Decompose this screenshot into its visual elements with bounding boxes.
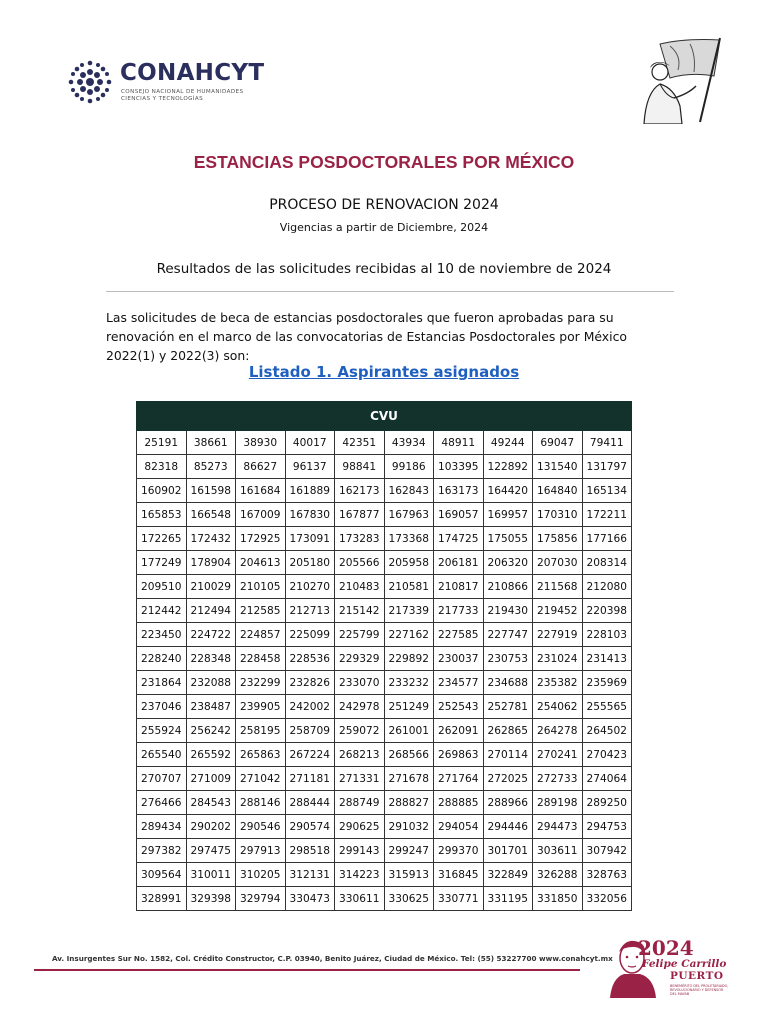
cvu-table <box>136 401 632 911</box>
cvu-cell: 234688 <box>483 671 533 695</box>
cvu-cell: 290202 <box>186 815 236 839</box>
table-row <box>137 503 632 527</box>
cvu-cell: 258195 <box>236 719 286 743</box>
cvu-cell: 271764 <box>434 767 484 791</box>
cvu-cell: 288444 <box>285 791 335 815</box>
cvu-cell: 272733 <box>533 767 583 791</box>
cvu-cell: 205566 <box>335 551 385 575</box>
cvu-cell: 227585 <box>434 623 484 647</box>
cvu-cell: 170310 <box>533 503 583 527</box>
cvu-cell: 169057 <box>434 503 484 527</box>
cvu-cell: 165134 <box>582 479 632 503</box>
cvu-cell: 225099 <box>285 623 335 647</box>
vigencia-text: Vigencias a partir de Diciembre, 2024 <box>279 221 489 234</box>
cvu-cell: 210105 <box>236 575 286 599</box>
cvu-cell: 231024 <box>533 647 583 671</box>
cvu-cell: 238487 <box>186 695 236 719</box>
cvu-cell: 228458 <box>236 647 286 671</box>
listado-title[interactable]: Listado 1. Aspirantes asignados <box>248 363 520 381</box>
cvu-cell: 276466 <box>137 791 187 815</box>
cvu-cell: 315913 <box>384 863 434 887</box>
cvu-cell: 43934 <box>384 431 434 455</box>
cvu-cell: 228103 <box>582 623 632 647</box>
cvu-cell: 219452 <box>533 599 583 623</box>
table-row <box>137 767 632 791</box>
cvu-cell: 270114 <box>483 743 533 767</box>
cvu-cell: 167877 <box>335 503 385 527</box>
cvu-cell: 268213 <box>335 743 385 767</box>
cvu-cell: 79411 <box>582 431 632 455</box>
cvu-cell: 290546 <box>236 815 286 839</box>
cvu-header: CVU <box>137 402 632 431</box>
table-row <box>137 695 632 719</box>
table-row <box>137 479 632 503</box>
cvu-cell: 290625 <box>335 815 385 839</box>
cvu-cell: 208314 <box>582 551 632 575</box>
cvu-cell: 217733 <box>434 599 484 623</box>
cvu-cell: 96137 <box>285 455 335 479</box>
cvu-cell: 288827 <box>384 791 434 815</box>
cvu-cell: 271042 <box>236 767 286 791</box>
cvu-cell: 175055 <box>483 527 533 551</box>
cvu-cell: 298518 <box>285 839 335 863</box>
cvu-cell: 274064 <box>582 767 632 791</box>
cvu-cell: 242002 <box>285 695 335 719</box>
cvu-cell: 205180 <box>285 551 335 575</box>
cvu-cell: 289198 <box>533 791 583 815</box>
badge-first-name: Felipe Carrillo <box>642 958 727 970</box>
cvu-cell: 330771 <box>434 887 484 911</box>
logo-subtitle: CONSEJO NACIONAL DE HUMANIDADES CIENCIAS Y TECNOLOGÍAS <box>121 89 244 102</box>
cvu-cell: 48911 <box>434 431 484 455</box>
cvu-cell: 210483 <box>335 575 385 599</box>
footer-address: Av. Insurgentes Sur No. 1582, Col. Crédito Constructor, C.P. 03940, Benito Juárez, Ciudad de México. Tel: (55) 53227700 www.conahcyt.mx <box>52 954 613 963</box>
cvu-cell: 271678 <box>384 767 434 791</box>
cvu-cell: 322849 <box>483 863 533 887</box>
cvu-cell: 204613 <box>236 551 286 575</box>
cvu-cell: 290574 <box>285 815 335 839</box>
table-row <box>137 887 632 911</box>
cvu-cell: 271181 <box>285 767 335 791</box>
table-row <box>137 743 632 767</box>
results-heading: Resultados de las solicitudes recibidas al 10 de noviembre de 2024 <box>156 261 612 277</box>
woman-with-flag-illustration <box>630 36 726 124</box>
cvu-cell: 172211 <box>582 503 632 527</box>
cvu-table-body <box>137 431 632 911</box>
cvu-cell: 227162 <box>384 623 434 647</box>
cvu-cell: 299247 <box>384 839 434 863</box>
cvu-cell: 161598 <box>186 479 236 503</box>
cvu-cell: 224722 <box>186 623 236 647</box>
cvu-cell: 219430 <box>483 599 533 623</box>
cvu-cell: 167963 <box>384 503 434 527</box>
cvu-cell: 164840 <box>533 479 583 503</box>
cvu-cell: 207030 <box>533 551 583 575</box>
cvu-cell: 299370 <box>434 839 484 863</box>
cvu-cell: 162843 <box>384 479 434 503</box>
cvu-cell: 178904 <box>186 551 236 575</box>
cvu-cell: 212585 <box>236 599 286 623</box>
cvu-cell: 239905 <box>236 695 286 719</box>
cvu-cell: 270241 <box>533 743 583 767</box>
cvu-cell: 86627 <box>236 455 286 479</box>
table-row <box>137 551 632 575</box>
cvu-cell: 294446 <box>483 815 533 839</box>
cvu-cell: 252781 <box>483 695 533 719</box>
footer-divider <box>34 969 580 971</box>
cvu-cell: 331195 <box>483 887 533 911</box>
table-row <box>137 839 632 863</box>
cvu-cell: 270707 <box>137 767 187 791</box>
cvu-cell: 297913 <box>236 839 286 863</box>
cvu-cell: 210029 <box>186 575 236 599</box>
cvu-cell: 294473 <box>533 815 583 839</box>
cvu-cell: 122892 <box>483 455 533 479</box>
cvu-cell: 284543 <box>186 791 236 815</box>
cvu-cell: 267224 <box>285 743 335 767</box>
cvu-cell: 326288 <box>533 863 583 887</box>
badge-last-name: PUERTO <box>670 970 724 982</box>
cvu-cell: 258709 <box>285 719 335 743</box>
cvu-cell: 332056 <box>582 887 632 911</box>
table-row <box>137 455 632 479</box>
cvu-cell: 172925 <box>236 527 286 551</box>
cvu-cell: 232826 <box>285 671 335 695</box>
cvu-cell: 328991 <box>137 887 187 911</box>
cvu-cell: 210817 <box>434 575 484 599</box>
logo-name: CONAHCYT <box>120 60 265 86</box>
cvu-cell: 262865 <box>483 719 533 743</box>
cvu-cell: 242978 <box>335 695 385 719</box>
cvu-cell: 330473 <box>285 887 335 911</box>
cvu-cell: 255924 <box>137 719 187 743</box>
cvu-cell: 161889 <box>285 479 335 503</box>
cvu-cell: 177166 <box>582 527 632 551</box>
cvu-cell: 291032 <box>384 815 434 839</box>
cvu-cell: 228536 <box>285 647 335 671</box>
cvu-cell: 288146 <box>236 791 286 815</box>
logo-dots-icon <box>64 56 116 108</box>
cvu-cell: 289250 <box>582 791 632 815</box>
cvu-cell: 269863 <box>434 743 484 767</box>
cvu-cell: 229892 <box>384 647 434 671</box>
cvu-cell: 69047 <box>533 431 583 455</box>
cvu-cell: 40017 <box>285 431 335 455</box>
cvu-cell: 299143 <box>335 839 385 863</box>
cvu-cell: 271009 <box>186 767 236 791</box>
cvu-cell: 165853 <box>137 503 187 527</box>
cvu-cell: 42351 <box>335 431 385 455</box>
cvu-cell: 231413 <box>582 647 632 671</box>
cvu-cell: 209510 <box>137 575 187 599</box>
cvu-cell: 288749 <box>335 791 385 815</box>
cvu-cell: 252543 <box>434 695 484 719</box>
cvu-cell: 166548 <box>186 503 236 527</box>
cvu-cell: 297475 <box>186 839 236 863</box>
cvu-cell: 164420 <box>483 479 533 503</box>
cvu-cell: 314223 <box>335 863 385 887</box>
cvu-cell: 330625 <box>384 887 434 911</box>
table-row <box>137 527 632 551</box>
cvu-cell: 205958 <box>384 551 434 575</box>
cvu-cell: 38930 <box>236 431 286 455</box>
cvu-cell: 161684 <box>236 479 286 503</box>
cvu-cell: 206320 <box>483 551 533 575</box>
cvu-cell: 230753 <box>483 647 533 671</box>
cvu-cell: 212494 <box>186 599 236 623</box>
cvu-cell: 255565 <box>582 695 632 719</box>
cvu-cell: 206181 <box>434 551 484 575</box>
cvu-cell: 265863 <box>236 743 286 767</box>
cvu-cell: 162173 <box>335 479 385 503</box>
cvu-cell: 210270 <box>285 575 335 599</box>
cvu-cell: 233232 <box>384 671 434 695</box>
cvu-cell: 227747 <box>483 623 533 647</box>
cvu-cell: 288966 <box>483 791 533 815</box>
conahcyt-logo <box>64 56 274 112</box>
cvu-cell: 172265 <box>137 527 187 551</box>
intro-paragraph: Las solicitudes de beca de estancias posdoctorales que fueron aprobadas para su renovación en el marco de las convocatorias de Estancias Posdoctorales por México 2022(1) y 2022(3) son: <box>106 310 627 363</box>
cvu-cell: 217339 <box>384 599 434 623</box>
cvu-cell: 329398 <box>186 887 236 911</box>
cvu-cell: 262091 <box>434 719 484 743</box>
cvu-cell: 224857 <box>236 623 286 647</box>
cvu-cell: 38661 <box>186 431 236 455</box>
cvu-cell: 235382 <box>533 671 583 695</box>
cvu-cell: 211568 <box>533 575 583 599</box>
cvu-cell: 177249 <box>137 551 187 575</box>
cvu-cell: 169957 <box>483 503 533 527</box>
cvu-cell: 329794 <box>236 887 286 911</box>
cvu-cell: 215142 <box>335 599 385 623</box>
cvu-cell: 297382 <box>137 839 187 863</box>
cvu-cell: 49244 <box>483 431 533 455</box>
table-row <box>137 719 632 743</box>
cvu-cell: 328763 <box>582 863 632 887</box>
cvu-cell: 272025 <box>483 767 533 791</box>
cvu-cell: 264502 <box>582 719 632 743</box>
divider <box>106 291 674 292</box>
cvu-cell: 228348 <box>186 647 236 671</box>
cvu-cell: 312131 <box>285 863 335 887</box>
cvu-cell: 212080 <box>582 575 632 599</box>
cvu-cell: 234577 <box>434 671 484 695</box>
cvu-cell: 310205 <box>236 863 286 887</box>
cvu-cell: 225799 <box>335 623 385 647</box>
cvu-cell: 301701 <box>483 839 533 863</box>
cvu-cell: 310011 <box>186 863 236 887</box>
cvu-cell: 264278 <box>533 719 583 743</box>
cvu-cell: 172432 <box>186 527 236 551</box>
cvu-cell: 223450 <box>137 623 187 647</box>
table-row <box>137 431 632 455</box>
table-row <box>137 647 632 671</box>
cvu-cell: 265592 <box>186 743 236 767</box>
cvu-cell: 173091 <box>285 527 335 551</box>
cvu-cell: 268566 <box>384 743 434 767</box>
cvu-cell: 131540 <box>533 455 583 479</box>
felipe-carrillo-puerto-badge <box>604 934 754 998</box>
cvu-cell: 271331 <box>335 767 385 791</box>
cvu-cell: 265540 <box>137 743 187 767</box>
cvu-cell: 251249 <box>384 695 434 719</box>
cvu-cell: 220398 <box>582 599 632 623</box>
page-title: ESTANCIAS POSDOCTORALES POR MÉXICO <box>193 152 575 172</box>
cvu-cell: 160902 <box>137 479 187 503</box>
cvu-cell: 167009 <box>236 503 286 527</box>
cvu-cell: 99186 <box>384 455 434 479</box>
cvu-cell: 331850 <box>533 887 583 911</box>
cvu-cell: 229329 <box>335 647 385 671</box>
table-row <box>137 863 632 887</box>
cvu-cell: 270423 <box>582 743 632 767</box>
cvu-cell: 98841 <box>335 455 385 479</box>
cvu-cell: 235969 <box>582 671 632 695</box>
cvu-cell: 167830 <box>285 503 335 527</box>
cvu-cell: 232088 <box>186 671 236 695</box>
cvu-cell: 254062 <box>533 695 583 719</box>
process-subtitle: PROCESO DE RENOVACION 2024 <box>269 197 499 213</box>
table-row <box>137 671 632 695</box>
cvu-cell: 316845 <box>434 863 484 887</box>
table-row <box>137 623 632 647</box>
cvu-cell: 25191 <box>137 431 187 455</box>
cvu-cell: 227919 <box>533 623 583 647</box>
cvu-cell: 82318 <box>137 455 187 479</box>
cvu-cell: 261001 <box>384 719 434 743</box>
cvu-cell: 85273 <box>186 455 236 479</box>
table-row <box>137 815 632 839</box>
cvu-cell: 303611 <box>533 839 583 863</box>
cvu-cell: 174725 <box>434 527 484 551</box>
cvu-cell: 210581 <box>384 575 434 599</box>
cvu-cell: 228240 <box>137 647 187 671</box>
cvu-cell: 131797 <box>582 455 632 479</box>
cvu-cell: 230037 <box>434 647 484 671</box>
cvu-cell: 289434 <box>137 815 187 839</box>
cvu-cell: 307942 <box>582 839 632 863</box>
table-row <box>137 599 632 623</box>
cvu-cell: 173368 <box>384 527 434 551</box>
cvu-cell: 175856 <box>533 527 583 551</box>
cvu-cell: 288885 <box>434 791 484 815</box>
cvu-cell: 232299 <box>236 671 286 695</box>
cvu-cell: 309564 <box>137 863 187 887</box>
cvu-cell: 237046 <box>137 695 187 719</box>
cvu-cell: 163173 <box>434 479 484 503</box>
badge-year: 2024 <box>638 936 694 960</box>
cvu-cell: 210866 <box>483 575 533 599</box>
table-row <box>137 575 632 599</box>
cvu-cell: 212442 <box>137 599 187 623</box>
cvu-cell: 212713 <box>285 599 335 623</box>
table-row <box>137 791 632 815</box>
cvu-cell: 233070 <box>335 671 385 695</box>
cvu-cell: 330611 <box>335 887 385 911</box>
cvu-cell: 259072 <box>335 719 385 743</box>
cvu-cell: 256242 <box>186 719 236 743</box>
cvu-cell: 294054 <box>434 815 484 839</box>
cvu-cell: 294753 <box>582 815 632 839</box>
cvu-cell: 231864 <box>137 671 187 695</box>
cvu-cell: 103395 <box>434 455 484 479</box>
cvu-cell: 173283 <box>335 527 385 551</box>
badge-small-text: BENEMÉRITO DEL PROLETARIADO, REVOLUCIONARIO Y DEFENSOR DEL MAYAB <box>670 984 729 996</box>
